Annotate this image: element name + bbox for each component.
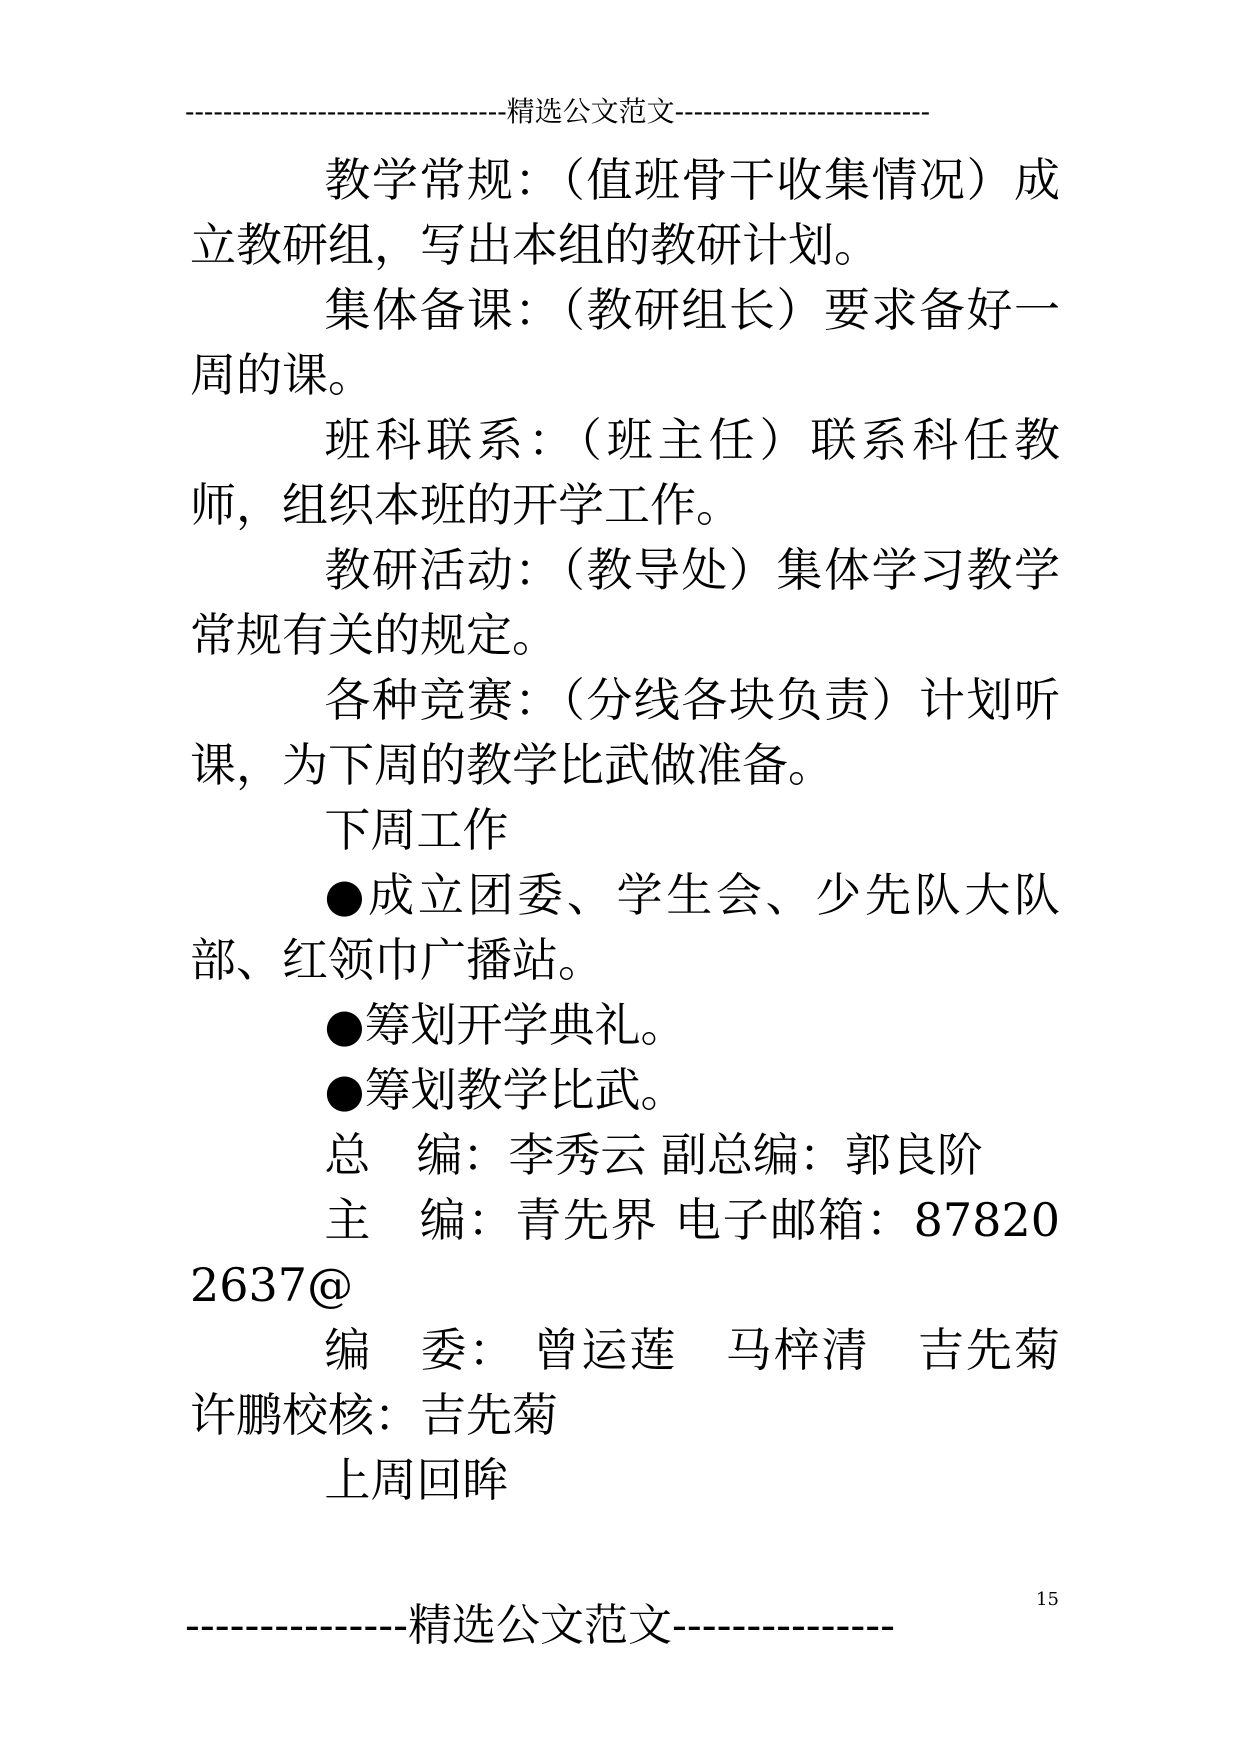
section-heading-last-week-review: 上周回眸: [324, 1453, 509, 1507]
page-footer: ---------------精选公文范文---------------: [185, 1600, 896, 1651]
bullet-item: ●成立团委、学生会、少先队大队部、红领巾广播站。: [190, 868, 1060, 987]
page-header: ----------------------------------精选公文范文---------------------------: [185, 95, 931, 128]
paragraph-teaching-routine: 教学常规：（值班骨干收集情况）成立教研组，写出本组的教研计划。: [190, 153, 1060, 272]
page-number: 15: [1036, 1589, 1059, 1610]
bullet-item: ●筹划教学比武。: [324, 1063, 687, 1117]
document-body: [190, 148, 1106, 1513]
paragraph-collective-lesson-prep: 集体备课：（教研组长）要求备好一周的课。: [190, 283, 1060, 402]
paragraph-chief-editor: 总 编：李秀云 副总编：郭良阶: [324, 1128, 983, 1182]
section-heading-next-week-work: 下周工作: [324, 803, 509, 857]
paragraph-editor-email: 主 编：青先界 电子邮箱：878202637@: [190, 1193, 1060, 1312]
paragraph-class-subject-liaison: 班科联系：（班主任）联系科任教师，组织本班的开学工作。: [190, 413, 1060, 532]
paragraph-teaching-research-activity: 教研活动：（教导处）集体学习教学常规有关的规定。: [190, 543, 1060, 662]
paragraph-editorial-board: 编 委： 曾运莲 马梓清 吉先菊 许鹏校核：吉先菊: [190, 1323, 1106, 1442]
bullet-item: ●筹划开学典礼。: [324, 998, 687, 1052]
paragraph-competitions: 各种竞赛：（分线各块负责）计划听课，为下周的教学比武做准备。: [190, 673, 1060, 792]
